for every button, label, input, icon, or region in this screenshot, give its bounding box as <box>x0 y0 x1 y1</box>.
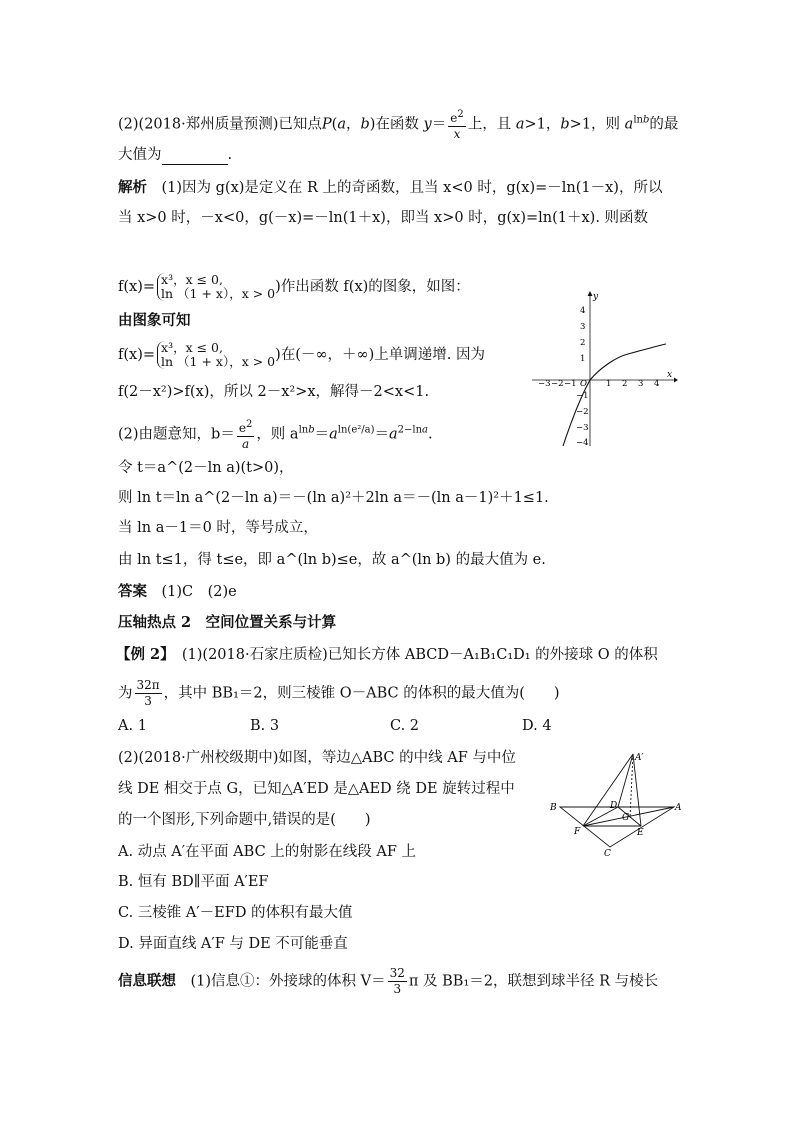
q2-option-c: C. 三棱锥 A′－EFD 的体积有最大值 <box>118 905 353 921</box>
x-tick-label: 2 <box>622 379 628 389</box>
q2-line-1: (2)(2018·广州校级期中)如图，等边△ABC 的中线 AF 与中位 <box>118 750 516 766</box>
label-f: F <box>574 827 581 837</box>
x-tick-label: 1 <box>606 379 612 389</box>
x-tick-label: −3 <box>538 379 551 389</box>
label-d: D <box>610 801 618 811</box>
function-graph <box>528 290 680 450</box>
q2-line-3: 的一个图形,下列命题中,错误的是( ) <box>118 812 371 828</box>
part2-line: (2)由题意知，b＝ $\frac{e^2}{a}$ ，则 $a^{lnb}=a^{ln(e^2/a)}=a^{2-lna}$. <box>118 419 433 451</box>
label-b: B <box>550 803 557 813</box>
x-tick-label: −1 <box>564 379 577 389</box>
label-e: E <box>637 828 644 838</box>
problem-line-2: 大值为 . <box>118 147 233 163</box>
x-tick-label: 4 <box>654 379 660 389</box>
label-aprime: A′ <box>635 753 644 763</box>
x-tick-label: 3 <box>638 379 644 389</box>
solution-line-1: 解析 (1)因为 g(x)是定义在 R 上的奇函数，且当 x<0 时，g(x)=－ln(1－x)，所以 <box>118 179 663 196</box>
example2-line1: 【例 2】 (1)(2018·石家庄质检)已知长方体 ABCD－A₁B₁C₁D₁ 的外接球 O 的体积 <box>116 646 658 663</box>
y-tick-label: −4 <box>576 438 589 448</box>
y-tick-label: 2 <box>580 338 586 348</box>
y-axis-label: y <box>593 292 599 302</box>
piecewise-2: f(x)= x³，x ≤ 0, ln （1 + x），x > 0 )在(－∞，＋∞)上单调递增. 因为 <box>118 340 486 369</box>
y-tick-label: −2 <box>576 407 589 417</box>
conclusion: 由 ln t≤1，得 t≤e，即 a^(ln b)≤e，故 a^(ln b) 的最大值为 e. <box>118 552 546 568</box>
solution-line-2: 当 x>0 时，－x<0，g(－x)=－ln(1＋x)，即当 x>0 时，g(x)=ln(1＋x). 则函数 <box>118 210 649 226</box>
let-t: 令 t＝a^(2－ln a)(t>0)， <box>118 460 294 476</box>
y-tick-label: −1 <box>576 391 589 401</box>
q2-line-2: 线 DE 相交于点 G，已知△A′ED 是△AED 绕 DE 旋转过程中 <box>118 781 515 797</box>
answer-blank <box>162 150 228 165</box>
q2-option-b: B. 恒有 BD∥平面 A′EF <box>118 874 269 890</box>
geometry-figure <box>548 752 688 862</box>
x-axis-arrow-icon <box>674 378 678 383</box>
from-graph: 由图象可知 <box>118 312 191 329</box>
info-line: 信息联想 (1)信息①：外接球的体积 V＝ $\frac{32}{3}$ π 及 BB₁＝2，联想到球半径 R 与棱长 <box>118 966 659 996</box>
x-axis-label: x <box>667 370 673 380</box>
answer-line: 答案 (1)C (2)e <box>118 583 237 600</box>
y-tick-label: 4 <box>580 306 586 316</box>
q2-option-d: D. 异面直线 A′F 与 DE 不可能垂直 <box>118 936 348 952</box>
x-tick-label: −2 <box>551 379 564 389</box>
y-tick-label: 1 <box>580 354 586 364</box>
piecewise-1: f(x)= x³，x ≤ 0, ln （1 + x），x > 0 )作出函数 f(x)的图象，如图： <box>118 272 470 301</box>
problem-line-1: (2)(2018·郑州质量预测)已知点P(a，b)在函数 y＝ $\frac{e^2}{x}$ 上，且 a>1，b>1，则 $a^{lnb}$的最 <box>118 109 679 141</box>
label-g: G <box>622 813 630 823</box>
option-a: A. 1 <box>118 718 147 734</box>
y-axis-arrow-icon <box>588 291 593 296</box>
option-b: B. 3 <box>250 718 280 734</box>
label-a: A <box>675 803 682 813</box>
option-c: C. 2 <box>390 718 420 734</box>
ln-t: 则 ln t＝ln a^(2－ln a)＝－(ln a)²＋2ln a＝－(ln a－1)²＋1≤1. <box>118 490 549 506</box>
y-tick-label: 3 <box>580 322 586 332</box>
q2-option-a: A. 动点 A′在平面 ABC 上的射影在线段 AF 上 <box>118 844 417 860</box>
inequality-line: f(2－x²)>f(x)，所以 2－x²>x，解得－2<x<1. <box>118 384 430 400</box>
example2-line2: 为 $\frac{32\pi}{3}$ ，其中 BB₁＝2，则三棱锥 O－ABC 的体积的最大值为( ) <box>118 678 560 708</box>
label-c: C <box>604 849 611 859</box>
option-d: D. 4 <box>522 718 552 734</box>
section-heading: 压轴热点 2 空间位置关系与计算 <box>118 614 337 631</box>
y-tick-label: −3 <box>576 423 589 433</box>
x-tick-label: O <box>580 379 587 389</box>
equality-case: 当 ln a－1＝0 时，等号成立， <box>118 520 318 536</box>
